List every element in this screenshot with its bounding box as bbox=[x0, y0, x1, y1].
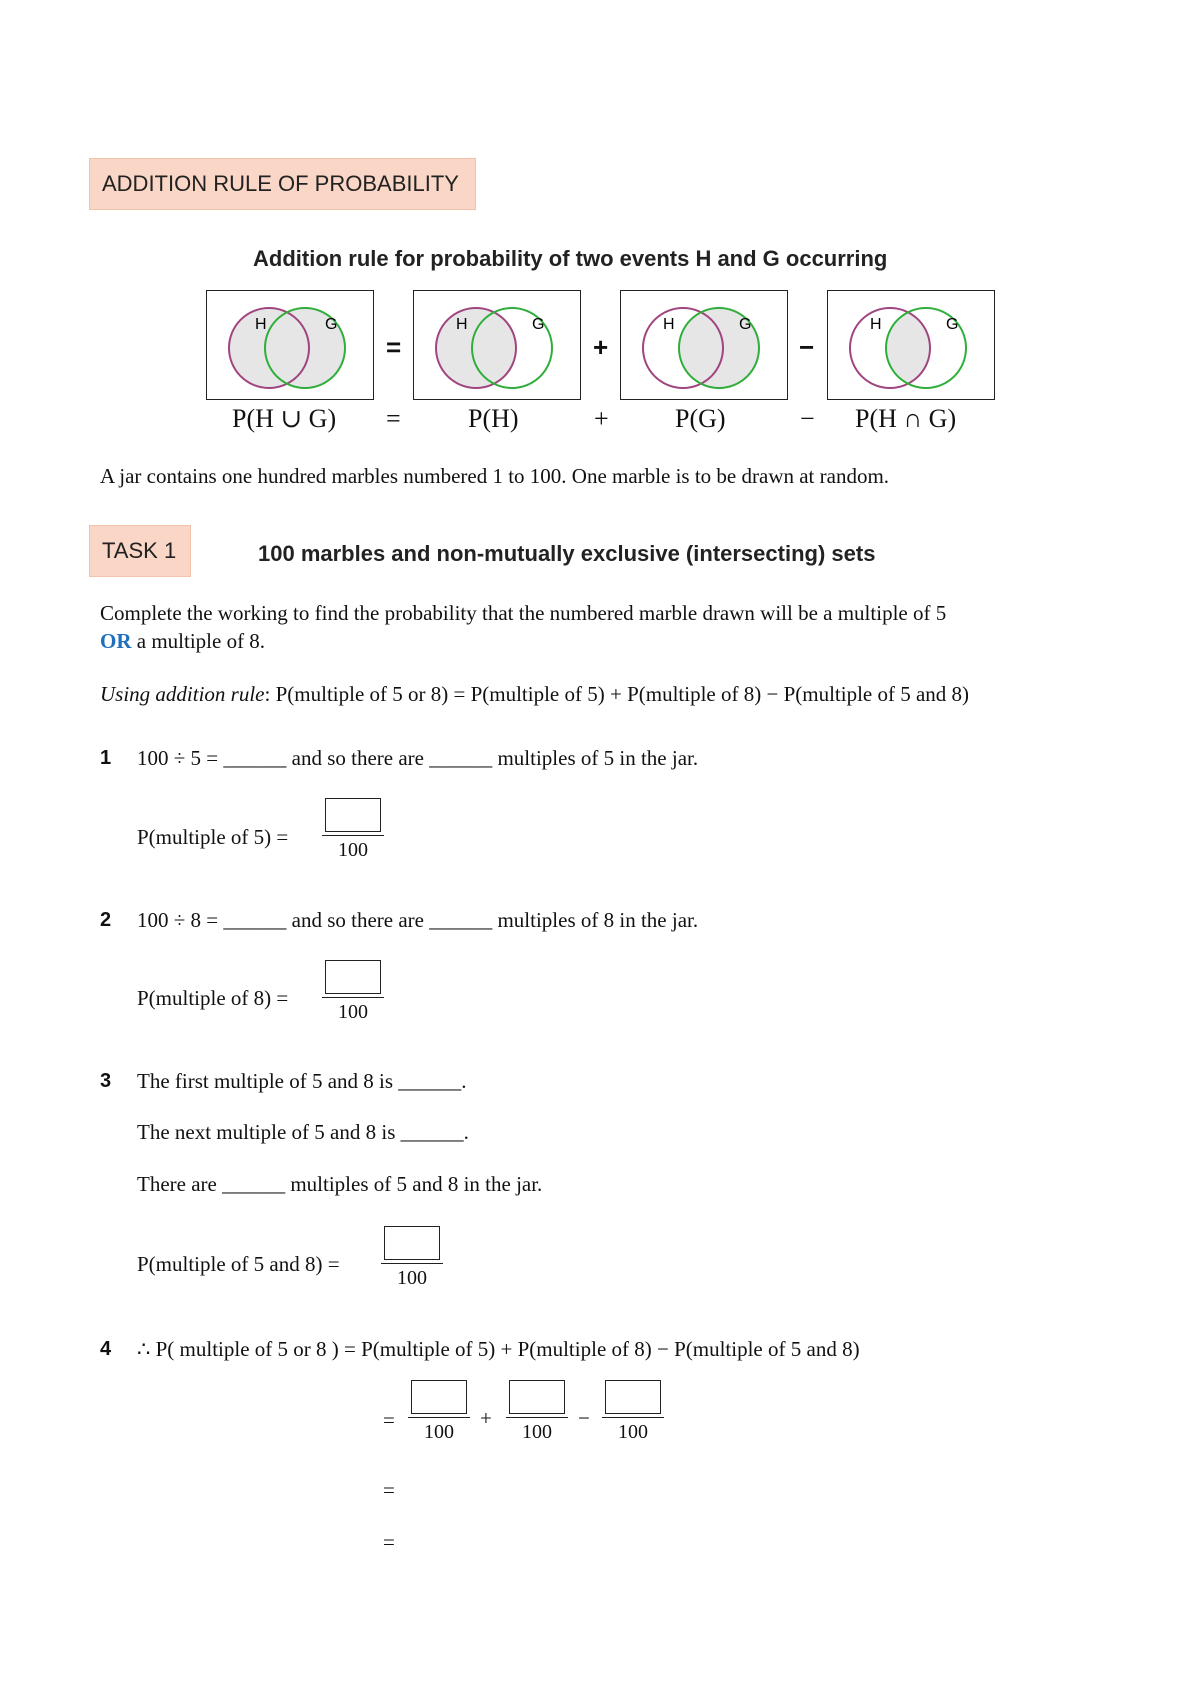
venn-intersection bbox=[827, 290, 995, 400]
label-h: H bbox=[663, 316, 675, 333]
question-3-line3: There are ______ multiples of 5 and 8 in the jar. bbox=[137, 1172, 543, 1196]
fraction-answer bbox=[507, 1380, 567, 1444]
instruction-line2 bbox=[100, 629, 265, 654]
equals-sign: = bbox=[383, 1408, 395, 1432]
intro-text: A jar contains one hundred marbles numbered 1 to 100. One marble is to be drawn at random. bbox=[100, 464, 890, 488]
fraction-answer bbox=[382, 1226, 442, 1290]
question-1-prob-label: P(multiple of 5) = bbox=[137, 825, 289, 849]
label-g: G bbox=[739, 316, 752, 333]
formula-union: P(H ∪ G) bbox=[232, 404, 337, 433]
fraction-answer bbox=[603, 1380, 663, 1444]
equals-sign: = bbox=[383, 1478, 395, 1502]
venn-union-diagram bbox=[207, 291, 372, 398]
venn-union bbox=[206, 290, 374, 400]
fraction-answer bbox=[323, 798, 383, 862]
venn-h-diagram bbox=[414, 291, 579, 398]
venn-g bbox=[620, 290, 788, 400]
question-1-text: 100 ÷ 5 = ______ and so there are ______ multiples of 5 in the jar. bbox=[137, 746, 699, 770]
using-rule-formula: : P(multiple of 5 or 8) = P(multiple of 5) + P(multiple of 8) − P(multiple of 5 and 8) bbox=[264, 682, 970, 706]
question-3-line1: The first multiple of 5 and 8 is ______. bbox=[137, 1069, 467, 1093]
fraction-answer bbox=[409, 1380, 469, 1444]
question-number: 3 bbox=[100, 1070, 112, 1092]
op-equals: = bbox=[386, 332, 402, 362]
denominator: 100 bbox=[338, 839, 368, 861]
formula-minus: − bbox=[800, 404, 815, 433]
answer-box[interactable] bbox=[411, 1380, 467, 1414]
label-h: H bbox=[255, 316, 267, 333]
answer-box[interactable] bbox=[325, 798, 381, 832]
answer-box[interactable] bbox=[605, 1380, 661, 1414]
question-3-line2: The next multiple of 5 and 8 is ______. bbox=[137, 1120, 469, 1144]
label-h: H bbox=[870, 316, 882, 333]
denominator: 100 bbox=[522, 1421, 552, 1443]
answer-box[interactable] bbox=[384, 1226, 440, 1260]
question-2-prob-label: P(multiple of 8) = bbox=[137, 986, 289, 1010]
formula-ph: P(H) bbox=[468, 404, 519, 433]
or-emphasis: OR bbox=[100, 629, 132, 653]
question-number: 4 bbox=[100, 1338, 112, 1360]
venn-h bbox=[413, 290, 581, 400]
instruction-line2-text: a multiple of 8. bbox=[131, 629, 266, 653]
question-number: 1 bbox=[100, 747, 112, 769]
task-label-text: TASK 1 bbox=[102, 538, 177, 563]
venn-g-diagram bbox=[621, 291, 786, 398]
instruction-line1: Complete the working to find the probability that the numbered marble drawn will be a multiple of 5 bbox=[100, 601, 947, 625]
label-h: H bbox=[456, 316, 468, 333]
question-number: 2 bbox=[100, 909, 112, 931]
rule-heading: Addition rule for probability of two events H and G occurring bbox=[253, 246, 888, 271]
answer-box[interactable] bbox=[325, 960, 381, 994]
label-g: G bbox=[532, 316, 545, 333]
op-minus: − bbox=[799, 332, 815, 362]
label-g: G bbox=[946, 316, 959, 333]
formula-pg: P(G) bbox=[675, 404, 726, 433]
minus-sign: − bbox=[578, 1406, 590, 1430]
denominator: 100 bbox=[424, 1421, 454, 1443]
formula-plus: + bbox=[594, 404, 609, 433]
formula-eq: = bbox=[386, 404, 401, 433]
question-3-prob-label: P(multiple of 5 and 8) = bbox=[137, 1252, 340, 1276]
equals-sign: = bbox=[383, 1530, 395, 1554]
task-label bbox=[89, 525, 191, 577]
using-rule-label: Using addition rule bbox=[100, 682, 265, 706]
task-title: 100 marbles and non-mutually exclusive (intersecting) sets bbox=[258, 541, 876, 566]
fraction-answer bbox=[323, 960, 383, 1024]
section-label-text: ADDITION RULE OF PROBABILITY bbox=[102, 171, 459, 196]
denominator: 100 bbox=[338, 1001, 368, 1023]
section-label bbox=[89, 158, 476, 210]
denominator: 100 bbox=[618, 1421, 648, 1443]
using-rule bbox=[100, 682, 969, 707]
op-plus: + bbox=[593, 332, 609, 362]
question-2-text: 100 ÷ 8 = ______ and so there are ______ multiples of 8 in the jar. bbox=[137, 908, 699, 932]
formula-intersection: P(H ∩ G) bbox=[855, 404, 957, 433]
label-g: G bbox=[325, 316, 338, 333]
venn-intersection-diagram bbox=[828, 291, 993, 398]
question-4-text: ∴ P( multiple of 5 or 8 ) = P(multiple of 5) + P(multiple of 8) − P(multiple of 5 and 8) bbox=[137, 1337, 860, 1361]
answer-box[interactable] bbox=[509, 1380, 565, 1414]
plus-sign: + bbox=[480, 1406, 492, 1430]
denominator: 100 bbox=[397, 1267, 427, 1289]
